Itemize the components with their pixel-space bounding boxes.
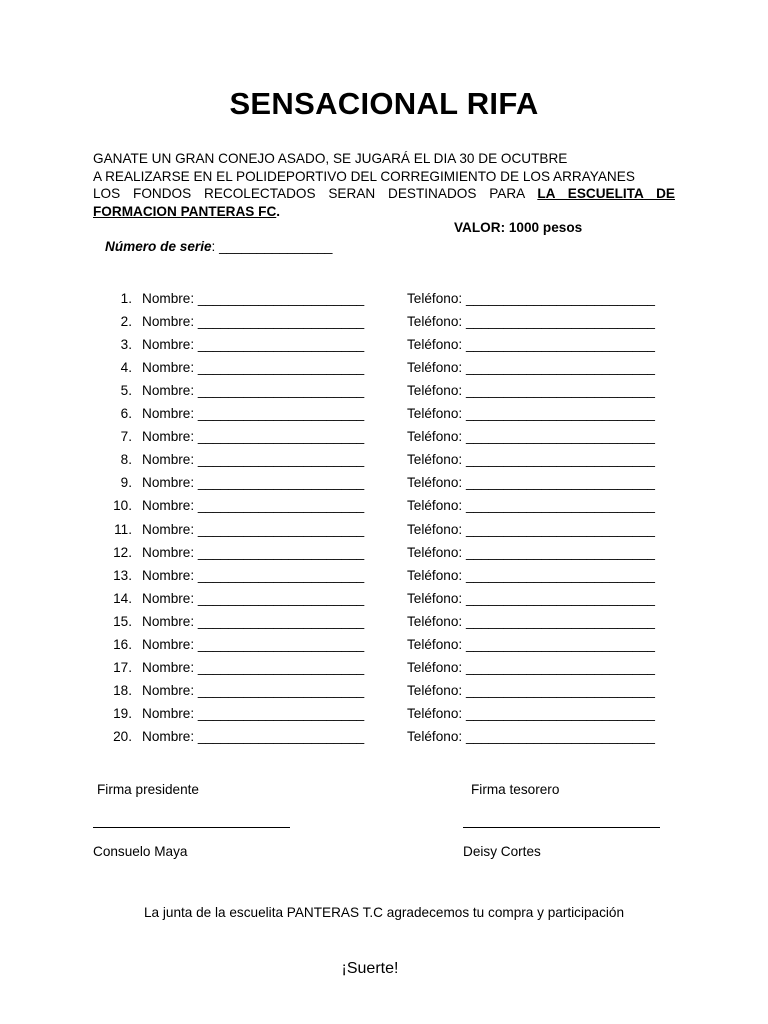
name-label: Nombre: bbox=[142, 314, 195, 330]
phone-label: Teléfono: bbox=[407, 429, 463, 445]
phone-field bbox=[407, 475, 655, 490]
row-number: 13. bbox=[113, 567, 132, 583]
phone-blank: _________________________ bbox=[465, 567, 655, 583]
phone-blank: _________________________ bbox=[465, 383, 655, 399]
participant-row bbox=[0, 429, 768, 449]
president-signature-title: Firma presidente bbox=[97, 782, 199, 797]
name-blank: ______________________ bbox=[197, 383, 365, 399]
phone-blank: _________________________ bbox=[465, 705, 655, 721]
name-blank: ______________________ bbox=[197, 659, 365, 675]
treasurer-name: Deisy Cortes bbox=[463, 844, 541, 859]
name-field bbox=[142, 729, 364, 744]
name-label: Nombre: bbox=[142, 291, 195, 306]
phone-field bbox=[407, 383, 655, 398]
participant-row bbox=[0, 522, 768, 542]
name-label: Nombre: bbox=[142, 475, 195, 491]
phone-blank: _________________________ bbox=[465, 728, 655, 744]
phone-field bbox=[407, 545, 655, 560]
phone-blank: _________________________ bbox=[465, 636, 655, 652]
name-label: Nombre: bbox=[142, 705, 195, 721]
phone-label: Teléfono: bbox=[407, 337, 463, 353]
name-blank: ______________________ bbox=[197, 337, 365, 353]
name-field bbox=[142, 291, 364, 306]
participant-row bbox=[0, 498, 768, 518]
name-field bbox=[142, 660, 364, 675]
phone-field bbox=[407, 452, 655, 467]
name-label: Nombre: bbox=[142, 498, 195, 514]
name-blank: ______________________ bbox=[197, 498, 365, 514]
name-field bbox=[142, 337, 364, 352]
row-number: 5. bbox=[120, 383, 132, 399]
name-label: Nombre: bbox=[142, 636, 195, 652]
name-field bbox=[142, 591, 364, 606]
participant-row bbox=[0, 406, 768, 426]
serial-number-colon: : bbox=[211, 239, 216, 254]
name-blank: ______________________ bbox=[197, 521, 365, 537]
phone-blank: _________________________ bbox=[465, 682, 655, 698]
treasurer-signature-title: Firma tesorero bbox=[471, 782, 560, 797]
phone-label: Teléfono: bbox=[407, 728, 463, 744]
name-field bbox=[142, 383, 364, 398]
phone-field bbox=[407, 614, 655, 629]
treasurer-signature-line bbox=[463, 827, 660, 828]
row-number: 6. bbox=[120, 406, 132, 422]
intro-line-4 bbox=[93, 203, 675, 221]
phone-field bbox=[407, 498, 655, 513]
participant-row bbox=[0, 568, 768, 588]
participant-row bbox=[0, 637, 768, 657]
name-blank: ______________________ bbox=[197, 728, 365, 744]
phone-blank: _________________________ bbox=[465, 314, 655, 330]
participant-row bbox=[0, 591, 768, 611]
name-blank: ______________________ bbox=[197, 314, 365, 330]
name-blank: ______________________ bbox=[197, 406, 365, 422]
phone-field bbox=[407, 360, 655, 375]
phone-blank: _________________________ bbox=[465, 406, 655, 422]
row-number: 7. bbox=[120, 429, 132, 445]
phone-label: Teléfono: bbox=[407, 406, 463, 422]
name-field bbox=[142, 545, 364, 560]
name-label: Nombre: bbox=[142, 360, 195, 376]
phone-field bbox=[407, 591, 655, 606]
row-number: 18. bbox=[113, 682, 132, 698]
phone-label: Teléfono: bbox=[407, 659, 463, 675]
phone-field bbox=[407, 522, 655, 537]
name-blank: ______________________ bbox=[197, 429, 365, 445]
participant-row bbox=[0, 314, 768, 334]
phone-field bbox=[407, 660, 655, 675]
phone-blank: _________________________ bbox=[465, 360, 655, 376]
row-number: 3. bbox=[120, 337, 132, 353]
intro-line-1: GANATE UN GRAN CONEJO ASADO, SE JUGARÁ EL DIA 30 DE OCUTBRE bbox=[93, 151, 568, 166]
school-name-part-2: FORMACION PANTERAS FC bbox=[93, 203, 277, 219]
name-label: Nombre: bbox=[142, 521, 195, 537]
phone-field bbox=[407, 729, 655, 744]
name-label: Nombre: bbox=[142, 682, 195, 698]
president-name: Consuelo Maya bbox=[93, 844, 188, 859]
phone-blank: _________________________ bbox=[465, 521, 655, 537]
participant-row bbox=[0, 291, 768, 311]
phone-label: Teléfono: bbox=[407, 498, 463, 514]
participant-row bbox=[0, 683, 768, 703]
phone-field bbox=[407, 568, 655, 583]
phone-field bbox=[407, 291, 655, 306]
phone-blank: _________________________ bbox=[465, 659, 655, 675]
participant-row bbox=[0, 706, 768, 726]
serial-number-label: Número de serie bbox=[105, 239, 212, 254]
row-number: 2. bbox=[120, 314, 132, 330]
row-number: 1. bbox=[120, 291, 132, 306]
name-label: Nombre: bbox=[142, 429, 195, 445]
phone-blank: _________________________ bbox=[465, 452, 655, 468]
phone-blank: _________________________ bbox=[465, 337, 655, 353]
name-blank: ______________________ bbox=[197, 636, 365, 652]
name-field bbox=[142, 452, 364, 467]
raffle-title: SENSACIONAL RIFA bbox=[229, 86, 539, 121]
row-number: 17. bbox=[113, 659, 132, 675]
president-signature-line bbox=[93, 827, 290, 828]
phone-label: Teléfono: bbox=[407, 314, 463, 330]
phone-field bbox=[407, 706, 655, 721]
phone-blank: _________________________ bbox=[465, 475, 655, 491]
name-blank: ______________________ bbox=[197, 360, 365, 376]
phone-field bbox=[407, 337, 655, 352]
phone-label: Teléfono: bbox=[407, 291, 463, 306]
row-number: 16. bbox=[113, 636, 132, 652]
name-label: Nombre: bbox=[142, 728, 195, 744]
phone-field bbox=[407, 314, 655, 329]
participant-row bbox=[0, 545, 768, 565]
phone-label: Teléfono: bbox=[407, 567, 463, 583]
name-field bbox=[142, 637, 364, 652]
serial-number-blank: _______________ bbox=[219, 239, 333, 254]
name-blank: ______________________ bbox=[197, 705, 365, 721]
name-label: Nombre: bbox=[142, 337, 195, 353]
name-blank: ______________________ bbox=[197, 567, 365, 583]
participant-row bbox=[0, 452, 768, 472]
intro-line-3 bbox=[93, 185, 675, 203]
phone-label: Teléfono: bbox=[407, 452, 463, 468]
row-number: 9. bbox=[120, 475, 132, 491]
row-number: 14. bbox=[113, 590, 132, 606]
ticket-price: VALOR: 1000 pesos bbox=[454, 220, 583, 235]
name-field bbox=[142, 406, 364, 421]
phone-label: Teléfono: bbox=[407, 544, 463, 560]
phone-blank: _________________________ bbox=[465, 544, 655, 560]
name-blank: ______________________ bbox=[197, 475, 365, 491]
row-number: 11. bbox=[114, 521, 132, 537]
participant-row bbox=[0, 337, 768, 357]
participant-row bbox=[0, 475, 768, 495]
name-field bbox=[142, 614, 364, 629]
name-blank: ______________________ bbox=[197, 613, 365, 629]
participant-row bbox=[0, 383, 768, 403]
name-label: Nombre: bbox=[142, 590, 195, 606]
name-label: Nombre: bbox=[142, 406, 195, 422]
participant-row bbox=[0, 360, 768, 380]
name-blank: ______________________ bbox=[197, 590, 365, 606]
intro-line-4-period: . bbox=[276, 203, 281, 219]
name-label: Nombre: bbox=[142, 659, 195, 675]
phone-field bbox=[407, 406, 655, 421]
thanks-message: La junta de la escuelita PANTERAS T.C agradecemos tu compra y participación bbox=[143, 905, 625, 920]
phone-blank: _________________________ bbox=[465, 291, 655, 306]
name-field bbox=[142, 568, 364, 583]
phone-label: Teléfono: bbox=[407, 590, 463, 606]
phone-field bbox=[407, 637, 655, 652]
name-field bbox=[142, 360, 364, 375]
row-number: 4. bbox=[120, 360, 132, 376]
intro-line-3-text: LOS FONDOS RECOLECTADOS SERAN DESTINADOS PARA bbox=[93, 186, 525, 201]
name-field bbox=[142, 475, 364, 490]
phone-label: Teléfono: bbox=[407, 682, 463, 698]
name-label: Nombre: bbox=[142, 567, 195, 583]
good-luck-message: ¡Suerte! bbox=[341, 960, 399, 977]
name-field bbox=[142, 683, 364, 698]
phone-label: Teléfono: bbox=[407, 705, 463, 721]
name-field bbox=[142, 429, 364, 444]
participant-row bbox=[0, 660, 768, 680]
serial-number-field bbox=[105, 239, 333, 254]
name-field bbox=[142, 314, 364, 329]
participant-row bbox=[0, 729, 768, 749]
name-blank: ______________________ bbox=[197, 544, 365, 560]
phone-label: Teléfono: bbox=[407, 475, 463, 491]
phone-blank: _________________________ bbox=[465, 590, 655, 606]
name-label: Nombre: bbox=[142, 613, 195, 629]
row-number: 15. bbox=[113, 613, 132, 629]
name-field bbox=[142, 706, 364, 721]
phone-label: Teléfono: bbox=[407, 383, 463, 399]
phone-blank: _________________________ bbox=[465, 613, 655, 629]
phone-label: Teléfono: bbox=[407, 613, 463, 629]
phone-field bbox=[407, 429, 655, 444]
name-blank: ______________________ bbox=[197, 452, 365, 468]
name-label: Nombre: bbox=[142, 452, 195, 468]
phone-blank: _________________________ bbox=[465, 429, 655, 445]
phone-label: Teléfono: bbox=[407, 636, 463, 652]
intro-paragraph bbox=[93, 150, 675, 220]
school-name-part-1: LA ESCUELITA DE bbox=[537, 186, 675, 201]
phone-field bbox=[407, 683, 655, 698]
row-number: 8. bbox=[120, 452, 132, 468]
name-blank: ______________________ bbox=[197, 291, 365, 306]
name-label: Nombre: bbox=[142, 383, 195, 399]
intro-line-2: A REALIZARSE EN EL POLIDEPORTIVO DEL CORREGIMIENTO DE LOS ARRAYANES bbox=[93, 168, 635, 184]
phone-blank: _________________________ bbox=[465, 498, 655, 514]
phone-label: Teléfono: bbox=[407, 360, 463, 376]
name-label: Nombre: bbox=[142, 544, 195, 560]
row-number: 20. bbox=[113, 728, 132, 744]
name-blank: ______________________ bbox=[197, 682, 365, 698]
row-number: 12. bbox=[113, 544, 132, 560]
row-number: 10. bbox=[113, 498, 132, 514]
name-field bbox=[142, 522, 364, 537]
phone-label: Teléfono: bbox=[407, 521, 463, 537]
row-number: 19. bbox=[113, 705, 132, 721]
participant-row bbox=[0, 614, 768, 634]
name-field bbox=[142, 498, 364, 513]
